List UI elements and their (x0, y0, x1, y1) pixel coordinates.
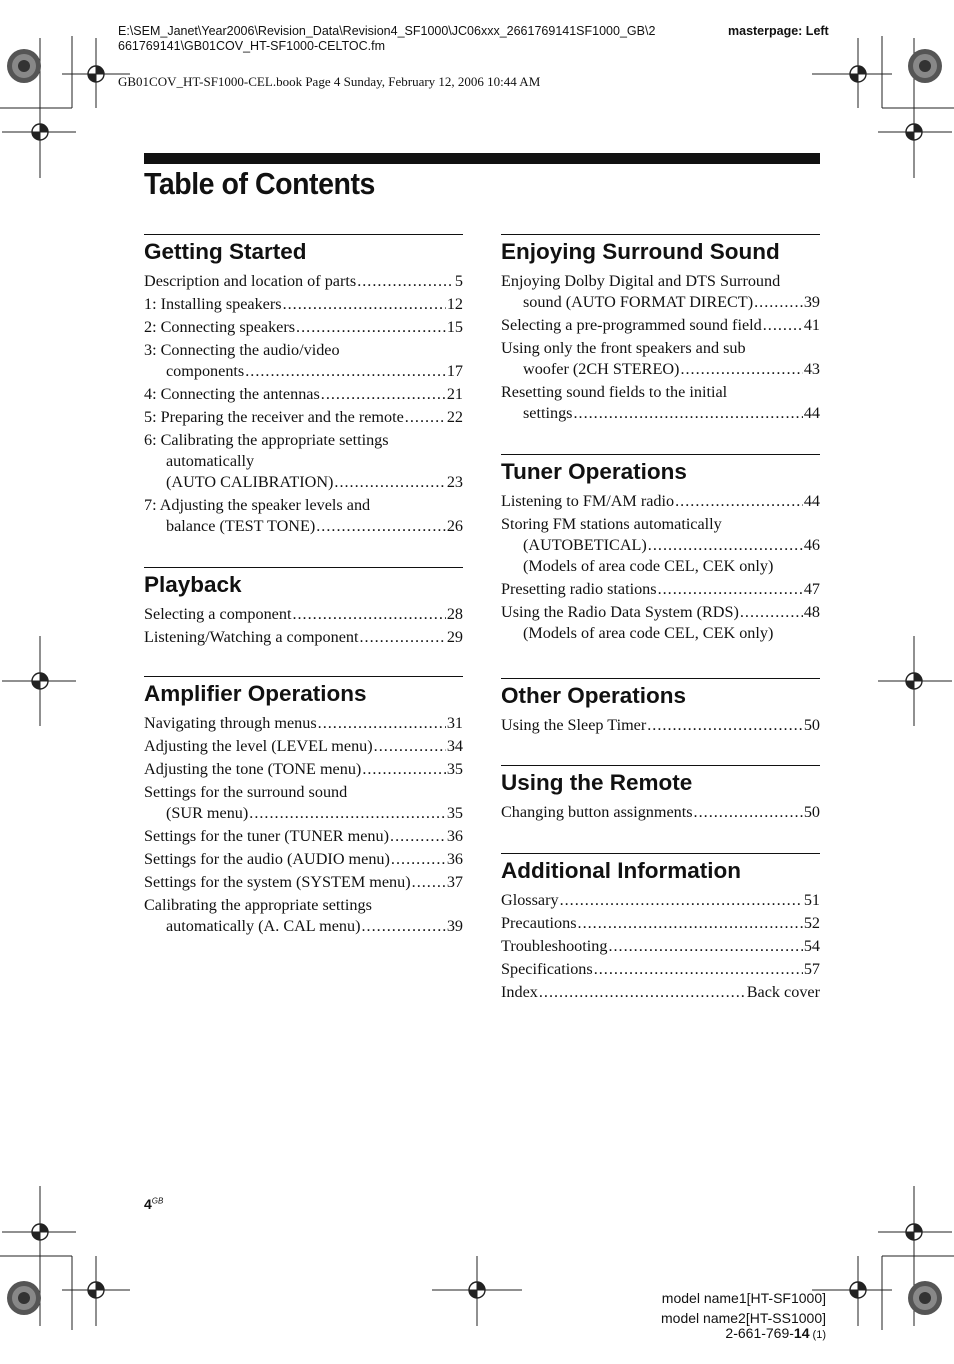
entry-page-number: 21 (446, 385, 463, 403)
entry-page-number: 39 (803, 293, 820, 311)
toc-entry[interactable] (501, 382, 820, 424)
entry-text: Specifications (501, 960, 593, 978)
leader-dots (578, 913, 803, 934)
entry-text: Listening/Watching a component (144, 628, 359, 646)
entry-text: sound (AUTO FORMAT DIRECT) (523, 293, 754, 311)
entry-text: Changing button assignments (501, 803, 693, 821)
entry-text: Settings for the surround sound (144, 783, 348, 801)
entry-page-number: 15 (446, 318, 463, 336)
leader-dots (740, 602, 803, 623)
entry-text: (AUTOBETICAL) (523, 536, 647, 554)
toc-entry[interactable] (144, 627, 463, 648)
entry-page-number: 46 (803, 536, 820, 554)
entry-page-number: 50 (803, 803, 820, 821)
leader-dots (296, 317, 446, 338)
entry-page-number: 26 (446, 517, 463, 535)
toc-entry[interactable] (144, 782, 463, 824)
toc-entry[interactable] (501, 715, 820, 736)
entry-page-number: 44 (803, 404, 820, 422)
toc-entry[interactable] (501, 602, 820, 644)
entry-text: automatically (A. CAL menu) (166, 917, 361, 935)
entry-text: Using the Sleep Timer (501, 716, 647, 734)
leader-dots (658, 579, 803, 600)
toc-entry[interactable] (144, 736, 463, 757)
leader-dots (334, 472, 445, 493)
entry-page-number: 57 (803, 960, 820, 978)
toc-section (144, 676, 463, 939)
entry-text: Resetting sound fields to the initial (501, 383, 728, 401)
entry-text: Listening to FM/AM radio (501, 492, 675, 510)
entry-page-number: 36 (446, 850, 463, 868)
toc-entry[interactable] (144, 826, 463, 847)
entry-page-number: 34 (446, 737, 463, 755)
section-heading: Using the Remote (501, 770, 693, 795)
entry-page-number: 54 (803, 937, 820, 955)
model-name-2: model name2[HT-SS1000] (661, 1310, 826, 1326)
entry-text: Settings for the tuner (TUNER menu) (144, 827, 390, 845)
toc-entry[interactable] (501, 579, 820, 600)
entry-text: 7: Adjusting the speaker levels and (144, 496, 371, 514)
entry-text: components (166, 362, 245, 380)
leader-dots (754, 292, 803, 313)
entry-text: Adjusting the level (LEVEL menu) (144, 737, 373, 755)
entry-text: Glossary (501, 891, 559, 909)
book-info-line: GB01COV_HT-SF1000-CEL.book Page 4 Sunday, February 12, 2006 10:44 AM (118, 74, 541, 89)
page-number: $4^{GB}$ (144, 1196, 164, 1212)
leader-dots (594, 959, 803, 980)
entry-text: Storing FM stations automatically (501, 515, 722, 533)
entry-text: Selecting a component (144, 605, 292, 623)
entry-page-number: 5 (454, 272, 463, 290)
leader-dots (405, 407, 446, 428)
toc-section (501, 853, 820, 1005)
entry-page-number: 29 (446, 628, 463, 646)
entry-text: (SUR menu) (166, 804, 249, 822)
entry-page-number: 37 (446, 873, 463, 891)
entry-page-number: 43 (803, 360, 820, 378)
toc-entry[interactable] (144, 407, 463, 428)
entry-page-number: 12 (446, 295, 463, 313)
leader-dots (391, 849, 446, 870)
leader-dots (608, 936, 802, 957)
toc-entry[interactable] (501, 514, 820, 577)
entry-text: Precautions (501, 914, 577, 932)
entry-text: Description and location of parts (144, 272, 357, 290)
leader-dots (292, 604, 445, 625)
leader-dots (412, 872, 446, 893)
section-heading: Additional Information (501, 858, 741, 883)
leader-dots (245, 361, 446, 382)
entry-text: balance (TEST TONE) (166, 517, 316, 535)
entry-page-number: 31 (446, 714, 463, 732)
file-path-header (118, 24, 655, 54)
entry-page-number: 17 (446, 362, 463, 380)
entry-page-number: 47 (803, 580, 820, 598)
toc-section (501, 234, 820, 426)
entry-page-number: 35 (446, 804, 463, 822)
toc-entry[interactable] (144, 759, 463, 780)
leader-dots (316, 516, 446, 537)
toc-entry[interactable] (144, 294, 463, 315)
toc-entry[interactable] (144, 430, 463, 493)
leader-dots (357, 271, 454, 292)
section-heading: Enjoying Surround Sound (501, 239, 780, 264)
leader-dots (362, 759, 446, 780)
leader-dots (362, 916, 446, 937)
file-path-line-1: E:\SEM_Janet\Year2006\Revision_Data\Revision4_SF1000\JC06xxx_2661769141SF1000_GB\2 (118, 24, 656, 38)
toc-section (501, 765, 820, 825)
toc-entry[interactable] (144, 271, 463, 292)
toc-entry[interactable] (501, 491, 820, 512)
leader-dots (374, 736, 446, 757)
entry-text: Calibrating the appropriate settings (144, 896, 372, 914)
entry-text: (AUTO CALIBRATION) (166, 473, 334, 491)
entry-text: settings (523, 404, 573, 422)
section-heading: Amplifier Operations (144, 681, 367, 706)
toc-entry[interactable] (501, 982, 820, 1003)
toc-entry[interactable] (144, 895, 463, 937)
toc-entry[interactable] (501, 913, 820, 934)
leader-dots (359, 627, 445, 648)
entry-text: 2: Connecting speakers (144, 318, 296, 336)
entry-text: Troubleshooting (501, 937, 608, 955)
toc-entry[interactable] (144, 384, 463, 405)
model-name-1: model name1[HT-SF1000] (661, 1290, 826, 1306)
toc-entry[interactable] (144, 340, 463, 382)
toc-section (144, 234, 463, 539)
entry-text: Settings for the system (SYSTEM menu) (144, 873, 411, 891)
entry-text: Settings for the audio (AUDIO menu) (144, 850, 390, 868)
entry-text: 6: Calibrating the appropriate settings (144, 431, 389, 449)
section-heading: Getting Started (144, 239, 307, 264)
toc-entry[interactable] (501, 802, 820, 823)
section-heading: Tuner Operations (501, 459, 687, 484)
entry-text: 1: Installing speakers (144, 295, 282, 313)
entry-page-number: 50 (803, 716, 820, 734)
toc-entry[interactable] (144, 317, 463, 338)
entry-page-number: 52 (803, 914, 820, 932)
entry-page-number: 41 (803, 316, 820, 334)
leader-dots (321, 384, 446, 405)
entry-page-number: 44 (803, 492, 820, 510)
toc-entry[interactable] (501, 936, 820, 957)
entry-page-number: 48 (803, 603, 820, 621)
entry-text: Enjoying Dolby Digital and DTS Surround (501, 272, 781, 290)
entry-page-number: 36 (446, 827, 463, 845)
entry-note: (Models of area code CEL, CEK only) (523, 557, 774, 575)
entry-text: 5: Preparing the receiver and the remote (144, 408, 404, 426)
entry-text: Adjusting the tone (TONE menu) (144, 760, 362, 778)
section-heading: Playback (144, 572, 242, 597)
entry-text: Using only the front speakers and sub (501, 339, 746, 357)
entry-page-number: 22 (446, 408, 463, 426)
entry-text: 4: Connecting the antennas (144, 385, 320, 403)
leader-dots (763, 315, 803, 336)
leader-dots (283, 294, 446, 315)
entry-text: woofer (2CH STEREO) (523, 360, 680, 378)
toc-entry[interactable] (501, 271, 820, 313)
file-path-line-2: 661769141\GB01COV_HT-SF1000-CELTOC.fm (118, 39, 386, 53)
masterpage-label: masterpage: Left (728, 24, 829, 38)
entry-page-number: 39 (446, 917, 463, 935)
entry-page-number: 51 (803, 891, 820, 909)
entry-page-number: Back cover (746, 983, 820, 1001)
entry-text: Navigating through menus (144, 714, 317, 732)
toc-entry[interactable] (501, 890, 820, 911)
entry-page-number: 23 (446, 473, 463, 491)
entry-text: automatically (166, 452, 255, 470)
toc-entry[interactable] (144, 495, 463, 537)
leader-dots (390, 826, 446, 847)
entry-note: (Models of area code CEL, CEK only) (523, 624, 774, 642)
leader-dots (249, 803, 446, 824)
entry-text: 3: Connecting the audio/video (144, 341, 340, 359)
toc-section (501, 678, 820, 738)
toc-entry[interactable] (144, 872, 463, 893)
page-title: Table of Contents (144, 166, 375, 201)
leader-dots (573, 403, 802, 424)
toc-entry[interactable] (501, 315, 820, 336)
entry-text: Using the Radio Data System (RDS) (501, 603, 739, 621)
section-heading: Other Operations (501, 683, 687, 708)
entry-page-number: 35 (446, 760, 463, 778)
leader-dots (675, 491, 803, 512)
toc-entry[interactable] (144, 604, 463, 625)
leader-dots (694, 802, 803, 823)
toc-entry[interactable] (501, 338, 820, 380)
entry-text: Selecting a pre-programmed sound field (501, 316, 762, 334)
toc-entry[interactable] (144, 849, 463, 870)
leader-dots (648, 535, 803, 556)
entry-text: Index (501, 983, 538, 1001)
toc-section (501, 454, 820, 646)
toc-entry[interactable] (501, 959, 820, 980)
entry-page-number: 28 (446, 605, 463, 623)
toc-section (144, 567, 463, 650)
document-code: 2-661-769-14 (1) (725, 1325, 826, 1341)
entry-text: Presetting radio stations (501, 580, 657, 598)
toc-entry[interactable] (144, 713, 463, 734)
leader-dots (539, 982, 746, 1003)
leader-dots (560, 890, 803, 911)
title-rule (144, 153, 820, 164)
leader-dots (647, 715, 803, 736)
leader-dots (680, 359, 802, 380)
leader-dots (318, 713, 446, 734)
